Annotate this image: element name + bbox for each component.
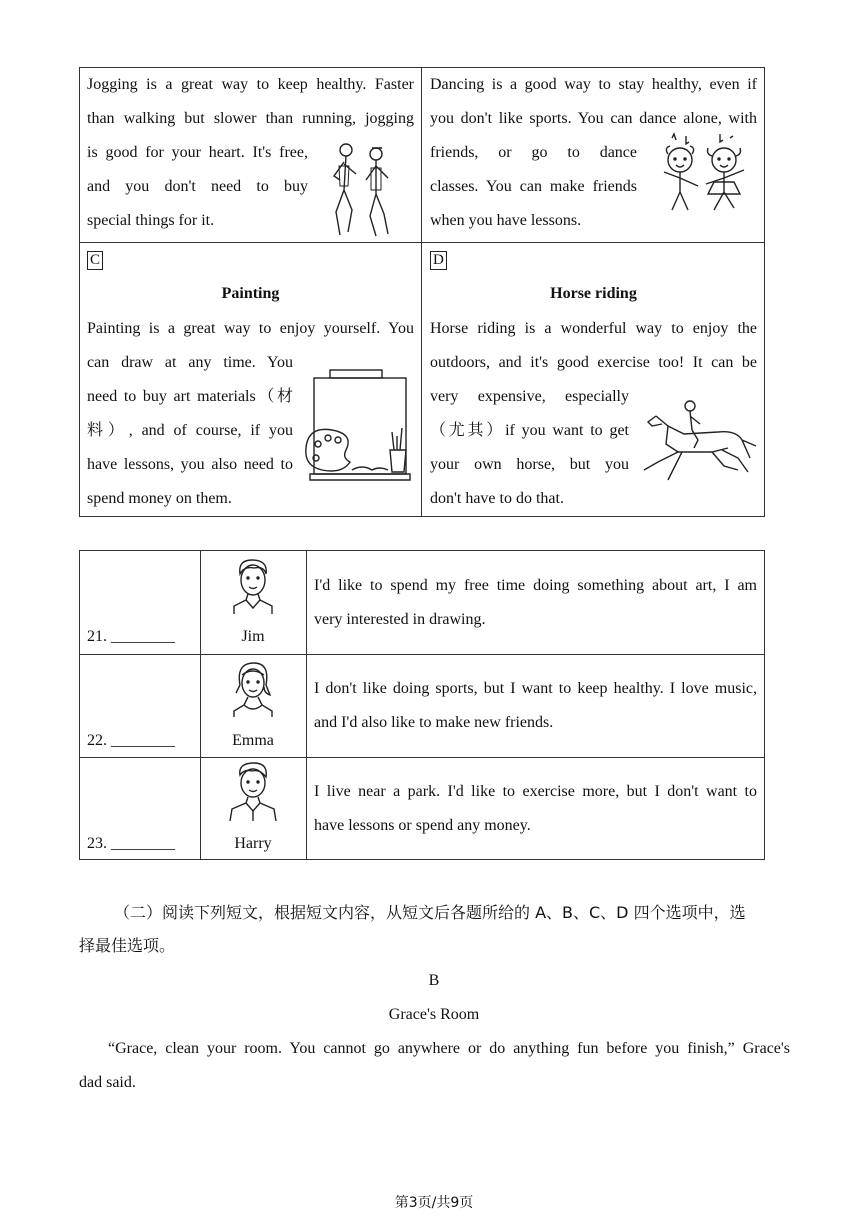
cell-d-line-4: （尤其）if you want to get bbox=[430, 422, 629, 439]
cell-c-line-3: need to buy art materials（材 bbox=[87, 388, 293, 405]
harry-statement-line-2: have lessons or spend any money. bbox=[314, 817, 531, 834]
grid-divider bbox=[200, 550, 201, 860]
answer-blank-22[interactable]: 22. ________ bbox=[87, 732, 175, 749]
cell-d-letter: D bbox=[430, 251, 447, 270]
cell-d-line-5: your own horse, but you bbox=[430, 456, 629, 473]
dancing-girls-image bbox=[650, 132, 754, 216]
cell-c-line-4: 料）, and of course, if you bbox=[87, 422, 293, 439]
cell-c-line-2: can draw at any time. You bbox=[87, 354, 293, 371]
cell-b-line-3: friends, or go to dance bbox=[430, 144, 637, 161]
cell-d-title: Horse riding bbox=[550, 285, 637, 302]
cell-d-line-3: very expensive, especially bbox=[430, 388, 629, 405]
harry-portrait bbox=[228, 761, 278, 821]
cell-a-line-2: than walking but slower than running, jogging bbox=[87, 110, 414, 127]
grid-divider bbox=[79, 654, 765, 655]
cell-c-line-6: spend money on them. bbox=[87, 490, 232, 507]
passage-line-1: “Grace, clean your room. You cannot go anywhere or do anything fun before you finish,” Grace's bbox=[108, 1040, 790, 1057]
cell-d-letter-box bbox=[430, 251, 447, 270]
cell-a-line-3: is good for your heart. It's free, bbox=[87, 144, 308, 161]
student-name-jim: Jim bbox=[241, 628, 265, 645]
cell-b-line-4: classes. You can make friends bbox=[430, 178, 637, 195]
jim-portrait bbox=[230, 556, 276, 614]
passage-title: Grace's Room bbox=[388, 1006, 480, 1023]
cell-a-line-5: special things for it. bbox=[87, 212, 215, 229]
cell-a-line-1: Jogging is a great way to keep healthy. Faster bbox=[87, 76, 414, 93]
emma-statement-line-1: I don't like doing sports, but I want to keep healthy. I love music, bbox=[314, 680, 757, 697]
cell-b-line-1: Dancing is a good way to stay healthy, even if bbox=[430, 76, 757, 93]
cell-c-line-1: Painting is a great way to enjoy yourself. You bbox=[87, 320, 414, 337]
cell-d-line-6: don't have to do that. bbox=[430, 490, 564, 507]
jim-statement-line-1: I'd like to spend my free time doing something about art, I am bbox=[314, 577, 757, 594]
cell-b-line-2: you don't like sports. You can dance alone, with bbox=[430, 110, 757, 127]
cell-c-letter: C bbox=[87, 251, 103, 270]
jim-statement-line-2: very interested in drawing. bbox=[314, 611, 486, 628]
joggers-image bbox=[326, 140, 400, 240]
cell-b-line-5: when you have lessons. bbox=[430, 212, 582, 229]
cell-d-line-1: Horse riding is a wonderful way to enjoy the bbox=[430, 320, 757, 337]
passage-letter: B bbox=[428, 972, 440, 989]
cell-a-line-4: and you don't need to buy bbox=[87, 178, 308, 195]
section-instruction-line-2: 择最佳选项。 bbox=[79, 936, 176, 955]
easel-palette-image bbox=[302, 366, 414, 484]
passage-line-2: dad said. bbox=[79, 1074, 136, 1091]
section-instruction-line-1: （二）阅读下列短文，根据短文内容，从短文后各题所给的 A、B、C、D 四个选项中，选 bbox=[114, 903, 746, 922]
answer-blank-23[interactable]: 23. ________ bbox=[87, 835, 175, 852]
emma-portrait bbox=[230, 659, 276, 717]
horse-rider-image bbox=[638, 396, 758, 488]
cell-c-letter-box bbox=[87, 251, 103, 270]
grid-divider bbox=[79, 757, 765, 758]
student-name-harry: Harry bbox=[234, 835, 272, 852]
cell-c-line-5: have lessons, you also need to bbox=[87, 456, 293, 473]
page-number: 第3页/共9页 bbox=[394, 1195, 474, 1211]
emma-statement-line-2: and I'd also like to make new friends. bbox=[314, 714, 554, 731]
cell-c-title: Painting bbox=[221, 285, 280, 302]
student-name-emma: Emma bbox=[232, 732, 274, 749]
cell-d-line-2: outdoors, and it's good exercise too! It can be bbox=[430, 354, 757, 371]
harry-statement-line-1: I live near a park. I'd like to exercise more, but I don't want to bbox=[314, 783, 757, 800]
grid-divider bbox=[79, 242, 765, 243]
answer-blank-21[interactable]: 21. ________ bbox=[87, 628, 175, 645]
grid-divider bbox=[306, 550, 307, 860]
